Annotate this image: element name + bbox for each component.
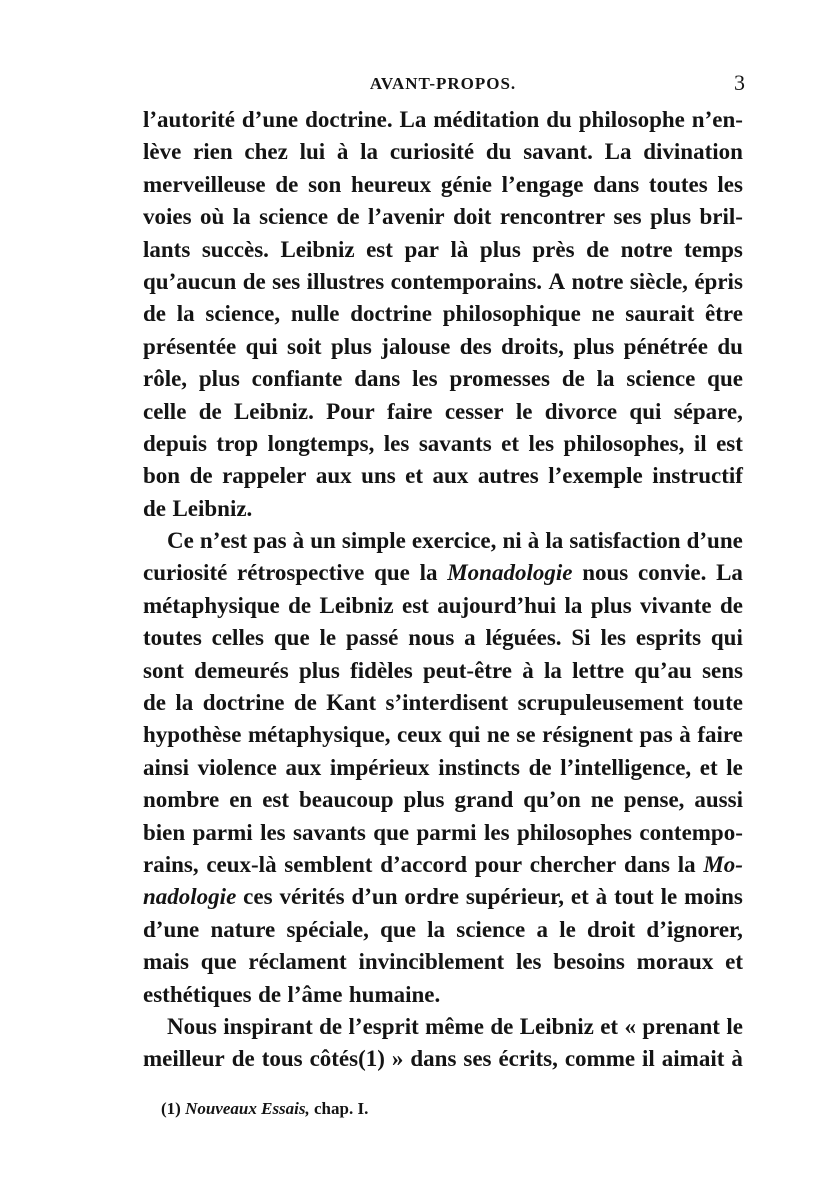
text-line: mais que réclament invinciblement les besoins moraux et [143,949,743,975]
text-line: de Leibniz. [143,495,253,521]
text-line: de la science, nulle doctrine philosophique ne saurait être [143,301,743,327]
text-line: hypothèse métaphysique, ceux qui ne se résignent pas à faire [143,722,743,748]
body-text [143,104,743,1076]
text-line: ainsi violence aux impérieux instincts de l’intelligence, et le [143,754,743,780]
text-line: lants succès. Leibniz est par là plus près de notre temps [143,236,743,262]
text-line: l’autorité d’une doctrine. La méditation du philosophe n’en- [143,107,743,132]
text-line: Nous inspirant de l’esprit même de Leibniz et « prenant le [167,1013,743,1039]
text-line: nombre en est beaucoup plus grand qu’on ne pense, aussi [143,787,743,813]
text-line: rains, ceux-là semblent d’accord pour chercher dans la Mo- [143,851,743,877]
text-line: depuis trop longtemps, les savants et les philosophes, il est [143,430,743,456]
text-line: toutes celles que le passé nous a léguées. Si les esprits qui [143,625,743,651]
footnote-marker: (1) [161,1099,181,1118]
text-line: de la doctrine de Kant s’interdisent scrupuleusement toute [143,690,743,716]
text-line: métaphysique de Leibniz est aujourd’hui la plus vivante de [143,592,743,618]
text-line: Ce n’est pas à un simple exercice, ni à la satisfaction d’une [167,528,743,554]
text-line: d’une nature spéciale, que la science a le droit d’ignorer, [143,916,743,942]
text-line: merveilleuse de son heureux génie l’engage dans toutes les [143,171,743,197]
text-line: sont demeurés plus fidèles peut-être à la lettre qu’au sens [143,657,743,683]
text-line: celle de Leibniz. Pour faire cesser le divorce qui sépare, [143,398,743,424]
page-number: 3 [734,70,745,95]
text-line: voies où la science de l’avenir doit rencontrer ses plus bril- [143,204,743,230]
footnote [161,1099,368,1119]
text-line: rôle, plus confiante dans les promesses de la science que [143,366,743,392]
footnote-rest: chap. I. [314,1099,369,1118]
text-line: meilleur de tous côtés(1) » dans ses écrits, comme il aimait à [143,1046,743,1072]
paragraph [143,104,743,525]
text-line: bon de rappeler aux uns et aux autres l’exemple instructif [143,463,743,489]
footnote-title: Nouveaux Essais, [185,1099,310,1118]
paragraph [143,1011,743,1076]
running-title: AVANT-PROPOS. [369,74,517,93]
text-line: lève rien chez lui à la curiosité du savant. La divination [143,139,743,165]
text-line: curiosité rétrospective que la Monadologie nous convie. La [143,560,743,586]
text-line: présentée qui soit plus jalouse des droits, plus pénétrée du [143,333,743,359]
paragraph [143,525,743,1011]
text-line: nadologie ces vérités d’un ordre supérieur, et à tout le moins [143,884,743,910]
text-line: qu’aucun de ses illustres contemporains. A notre siècle, épris [143,268,743,294]
page-header [143,70,745,100]
text-line: bien parmi les savants que parmi les philosophes contempo- [143,819,743,845]
text-line: esthétiques de l’âme humaine. [143,981,441,1007]
